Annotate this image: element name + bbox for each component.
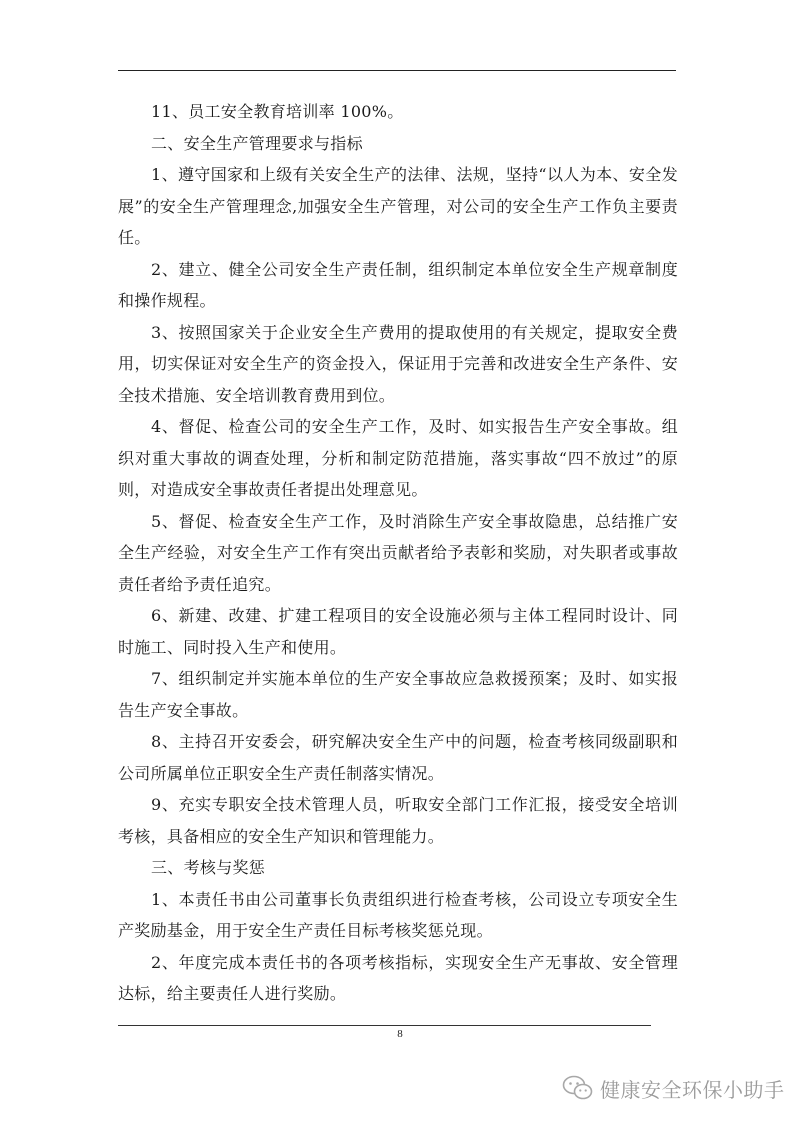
wechat-icon: [562, 1075, 594, 1101]
paragraph: 9、充实专职安全技术管理人员，听取安全部门工作汇报，接受安全培训考核，具备相应的安全生产知识和管理能力。: [118, 795, 678, 846]
watermark-text: 健康安全环保小助手: [600, 1077, 785, 1102]
header-rule: [118, 70, 676, 71]
paragraph: 7、组织制定并实施本单位的生产安全事故应急救援预案；及时、如实报告生产安全事故。: [118, 669, 678, 720]
section-heading: 二、安全生产管理要求与指标: [151, 133, 363, 153]
paragraph: 1、遵守国家和上级有关安全生产的法律、法规，坚持“以人为本、安全发展”的安全生产管理理念,加强安全生产管理，对公司的安全生产工作负主要责任。: [118, 165, 678, 247]
paragraph: 3、按照国家关于企业安全生产费用的提取使用的有关规定，提取安全费用，切实保证对安全生产的资金投入，保证用于完善和改进安全生产条件、安全技术措施、安全培训教育费用到位。: [118, 322, 678, 405]
paragraph: 5、督促、检查安全生产工作，及时消除生产安全事故隐患，总结推广安全生产经验，对安全生产工作有突出贡献者给予表彰和奖励，对失职者或事故责任者给予责任追究。: [118, 511, 678, 594]
paragraph: 6、新建、改建、扩建工程项目的安全设施必须与主体工程同时设计、同时施工、同时投入生产和使用。: [118, 606, 678, 657]
paragraph: 1、本责任书由公司董事长负责组织进行检查考核，公司设立专项安全生产奖励基金，用于安全生产责任目标考核奖惩兑现。: [118, 889, 678, 940]
section-heading: 三、考核与奖惩: [151, 858, 266, 877]
paragraph: 2、年度完成本责任书的各项考核指标，实现安全生产无事故、安全管理达标，给主要责任人进行奖励。: [118, 952, 678, 1003]
paragraph: 8、主持召开安委会，研究解决安全生产中的问题，检查考核同级副职和公司所属单位正职安全生产责任制落实情况。: [118, 732, 678, 783]
footer-rule: [118, 1025, 651, 1026]
document-body: [118, 96, 678, 1010]
paragraph: 2、建立、健全公司安全生产责任制，组织制定本单位安全生产规章制度和操作规程。: [118, 259, 678, 310]
paragraph: 4、督促、检查公司的安全生产工作，及时、如实报告生产安全事故。组织对重大事故的调查处理，分析和制定防范措施，落实事故“四不放过”的原则，对造成安全事故责任者提出处理意见。: [118, 417, 678, 499]
page-number: 8: [397, 1028, 403, 1040]
watermark: [562, 1073, 785, 1103]
paragraph: 11、员工安全教育培训率 100%。: [151, 102, 404, 121]
